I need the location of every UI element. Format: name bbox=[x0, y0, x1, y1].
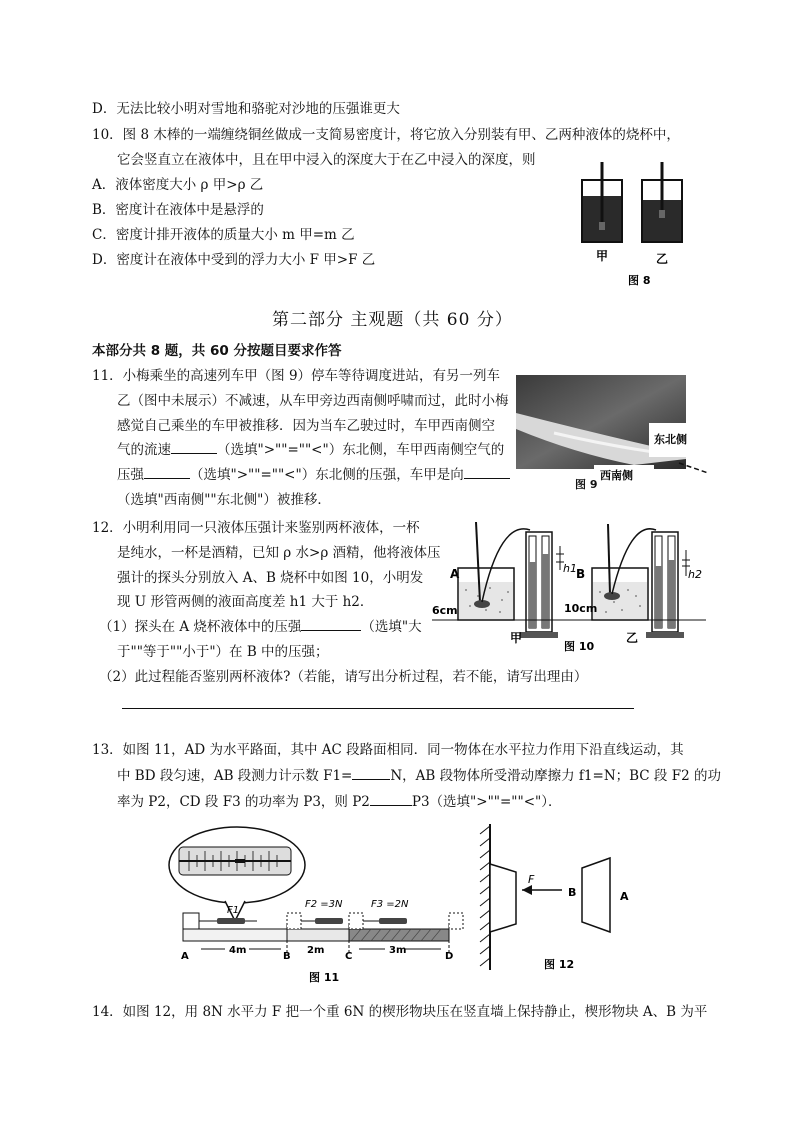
q12-blank-1[interactable] bbox=[301, 618, 361, 631]
fig9-label-ne: 东北侧 bbox=[654, 433, 687, 446]
q12-sub1-cont: 于""等于""小于"）在 B 中的压强； bbox=[117, 644, 329, 660]
fig11-label-f2: F2 =3N bbox=[305, 899, 343, 910]
q11-line1: 11．小梅乘坐的高速列车甲（图 9）停车等待调度进站，有另一列车 bbox=[92, 368, 501, 384]
fig10-label-b: B bbox=[576, 567, 586, 581]
q13-line2-pre: 中 BD 段匀速，AB 段测力计示数 F1= bbox=[117, 768, 353, 784]
q13-line3 bbox=[117, 793, 562, 811]
q10-option-d: D．密度计在液体中受到的浮力大小 F 甲>F 乙 bbox=[92, 252, 376, 268]
figure-11 bbox=[165, 825, 465, 985]
q11-blank-3[interactable] bbox=[464, 466, 510, 479]
q11-blank-2[interactable] bbox=[144, 466, 190, 479]
fig10-label-yi: 乙 bbox=[626, 631, 639, 645]
fig11-caption: 图 11 bbox=[309, 971, 340, 984]
fig10-label-a: A bbox=[450, 567, 460, 581]
q12-sub1-pre: （1）探头在 A 烧杯液体中的压强 bbox=[99, 619, 302, 635]
q10-stem-line2: 它会竖直立在液体中，且在甲中浸入的深度大于在乙中浸入的深度，则 bbox=[117, 152, 536, 168]
q12-sub1 bbox=[99, 618, 422, 636]
q9-option-d: D．无法比较小明对雪地和骆驼对沙地的压强谁更大 bbox=[92, 101, 400, 117]
q11-line5-pre: 压强 bbox=[117, 467, 144, 483]
fig9-label-sw: 西南侧 bbox=[600, 469, 633, 482]
q12-line3: 强计的探头分别放入 A、B 烧杯中如图 10，小明发 bbox=[117, 570, 424, 586]
figure-9 bbox=[514, 373, 710, 491]
part2-intro: 本部分共 8 题，共 60 分按题目要求作答 bbox=[92, 343, 342, 359]
fig10-label-h2: h2 bbox=[688, 568, 702, 581]
fig10-label-jia: 甲 bbox=[510, 631, 523, 645]
q13-line2 bbox=[117, 767, 721, 785]
q12-sub2: （2）此过程能否鉴别两杯液体?（若能，请写出分析过程，若不能，请写出理由） bbox=[99, 669, 588, 685]
figure-12 bbox=[478, 820, 658, 975]
q11-line4-pre: 气的流速 bbox=[117, 442, 171, 458]
fig11-label-f1: F1 bbox=[227, 905, 240, 916]
fig11-dist-bc: 2m bbox=[307, 945, 325, 956]
figure-10 bbox=[430, 510, 710, 660]
q11-line5 bbox=[117, 466, 510, 484]
fig11-point-c: C bbox=[345, 951, 353, 962]
q12-line1: 12．小明利用同一只液体压强计来鉴别两杯液体，一杯 bbox=[92, 520, 420, 536]
q11-line2: 乙（图中未展示）不减速，从车甲旁边西南侧呼啸而过，此时小梅 bbox=[117, 393, 509, 409]
q10-option-b: B．密度计在液体中是悬浮的 bbox=[92, 202, 264, 218]
fig12-label-b: B bbox=[568, 886, 577, 899]
q10-option-c: C．密度计排开液体的质量大小 m 甲=m 乙 bbox=[92, 227, 355, 243]
fig11-dist-cd: 3m bbox=[389, 945, 407, 956]
q11-line4-post: （选填">""=""<"）东北侧，车甲西南侧空气的 bbox=[217, 442, 505, 458]
fig9-caption: 图 9 bbox=[575, 478, 598, 491]
fig10-label-10cm: 10cm bbox=[564, 602, 598, 615]
q13-line3-post: P3（选填">""=""<"）． bbox=[411, 794, 562, 810]
part2-title: 第二部分 主观题（共 60 分） bbox=[272, 310, 513, 330]
fig10-caption: 图 10 bbox=[564, 640, 595, 653]
fig11-point-d: D bbox=[445, 951, 454, 962]
fig8-label-jia: 甲 bbox=[596, 249, 609, 263]
q10-stem-line1: 10．图 8 木棒的一端缠绕铜丝做成一支简易密度计，将它放入分别装有甲、乙两种液体的烧杯中， bbox=[92, 127, 680, 143]
fig8-label-yi: 乙 bbox=[656, 252, 669, 266]
q11-line5-post: （选填">""=""<"）东北侧的压强，车甲是向 bbox=[190, 467, 464, 483]
q11-line4 bbox=[117, 441, 504, 459]
q13-blank-2[interactable] bbox=[370, 793, 412, 806]
q13-blank-1[interactable] bbox=[352, 767, 390, 780]
fig12-label-f: F bbox=[528, 873, 535, 886]
q12-sub1-post: （选填"大 bbox=[361, 619, 422, 635]
fig12-caption: 图 12 bbox=[544, 958, 575, 971]
q12-line2: 是纯水，一杯是酒精，已知 ρ 水>ρ 酒精，他将液体压 bbox=[117, 545, 441, 561]
q13-line1: 13．如图 11，AD 为水平路面，其中 AC 段路面相同．同一物体在水平拉力作用下沿直线运动，其 bbox=[92, 742, 684, 758]
q13-line3-pre: 率为 P2，CD 段 F3 的功率为 P3，则 P2 bbox=[117, 794, 370, 810]
q14-line1: 14．如图 12，用 8N 水平力 F 把一个重 6N 的楔形物块压在竖直墙上保持静止，楔形物块 A、B 为平 bbox=[92, 1004, 708, 1020]
q11-line3: 感觉自己乘坐的车甲被推移．因为当车乙驶过时，车甲西南侧空 bbox=[117, 418, 495, 434]
fig8-caption: 图 8 bbox=[628, 274, 651, 287]
q12-line4: 现 U 形管两侧的液面高度差 h1 大于 h2． bbox=[117, 594, 374, 610]
fig11-point-a: A bbox=[181, 951, 189, 962]
q12-answer-line[interactable] bbox=[122, 708, 634, 709]
fig12-label-a: A bbox=[620, 890, 629, 903]
fig10-label-h1: h1 bbox=[563, 562, 577, 575]
q10-option-a: A．液体密度大小 ρ 甲>ρ 乙 bbox=[92, 177, 264, 193]
q11-line6: （选填"西南侧""东北侧"）被推移． bbox=[117, 492, 331, 508]
q11-blank-1[interactable] bbox=[171, 441, 217, 454]
fig11-label-f3: F3 =2N bbox=[371, 899, 409, 910]
fig10-label-6cm: 6cm bbox=[432, 604, 458, 617]
q13-line2-post: N，AB 段物体所受滑动摩擦力 f1=N；BC 段 F2 的功 bbox=[390, 768, 721, 784]
figure-8 bbox=[570, 160, 700, 295]
fig11-point-b: B bbox=[283, 951, 291, 962]
fig11-dist-ab: 4m bbox=[229, 945, 247, 956]
